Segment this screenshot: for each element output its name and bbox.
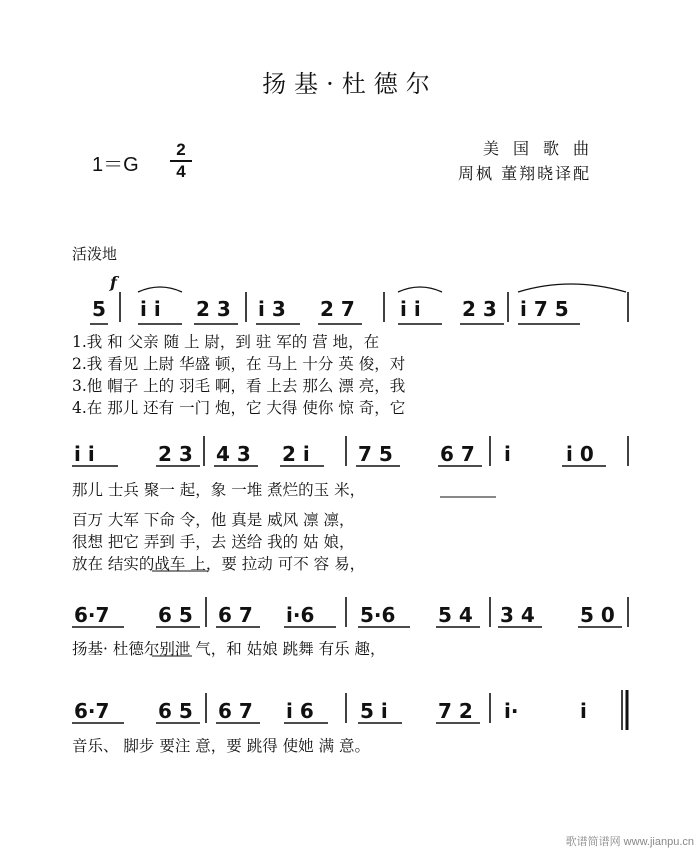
note-group: 2 7: [320, 297, 355, 321]
note-group: 6·7: [74, 603, 110, 627]
tempo-marking: 活泼地: [72, 245, 118, 263]
note-group: 2 3: [158, 442, 193, 466]
note-group: i i: [74, 442, 95, 466]
note-group: 6 7: [218, 603, 253, 627]
note-group: i 3: [258, 297, 286, 321]
slur: [398, 287, 442, 292]
lyric-line: 放在 结实的战车 上，要 拉动 可不 容 易，: [72, 555, 366, 573]
time-signature-denominator: 4: [170, 160, 192, 182]
note-group: i 7 5: [520, 297, 569, 321]
lyric-line: 扬基· 杜德尔别泄 气，和 姑娘 跳舞 有乐 趣，: [72, 640, 386, 658]
note-group: 4 3: [216, 442, 251, 466]
note-group: i i: [400, 297, 421, 321]
note-group: 5: [92, 297, 106, 321]
note-group: i: [504, 442, 511, 466]
note-group: 5·6: [360, 603, 396, 627]
watermark: 歌谱简谱网 www.jianpu.cn: [565, 836, 694, 848]
note-group: 5 4: [438, 603, 473, 627]
note-group: 2 3: [196, 297, 231, 321]
note-group: 6 7: [218, 699, 253, 723]
note-group: i·: [504, 699, 519, 723]
note-group: i 6: [286, 699, 314, 723]
note-group: 6·7: [74, 699, 110, 723]
note-group: 2 i: [282, 442, 310, 466]
lyric-line: 百万 大军 下命 令，他 真是 威风 凛 凛，: [72, 511, 355, 529]
slur: [518, 284, 626, 292]
time-signature-numerator: 2: [176, 140, 186, 159]
lyric-line: 音乐、 脚步 要注 意，要 跳得 使她 满 意。: [72, 737, 370, 755]
lyric-line: 2.我 看见 上尉 华盛 顿，在 马上 十分 英 俊，对: [72, 355, 406, 373]
song-title: 扬基·杜德尔: [262, 70, 438, 98]
arranger-credit: 周枫 董翔晓译配: [458, 164, 592, 183]
dynamic-marking: f: [110, 273, 117, 292]
key-signature: 1＝G: [92, 154, 139, 176]
note-group: 6 5: [158, 699, 193, 723]
note-group: 2 3: [462, 297, 497, 321]
note-group: i·6: [286, 603, 315, 627]
note-group: 6 7: [440, 442, 475, 466]
lyric-line: 4.在 那儿 还有 一门 炮，它 大得 使你 惊 奇，它: [72, 399, 406, 417]
note-group: 5 i: [360, 699, 388, 723]
song-origin: 美国歌曲: [483, 139, 604, 158]
lyric-line: 1.我 和 父亲 随 上 尉，到 驻 军的 营 地，在: [72, 333, 380, 351]
note-group: 5 0: [580, 603, 615, 627]
lyric-line: 3.他 帽子 上的 羽毛 啊，看 上去 那么 漂 亮，我: [72, 377, 406, 395]
lyric-line: 很想 把它 弄到 手，去 送给 我的 姑 娘，: [72, 533, 355, 551]
note-group: 3 4: [500, 603, 535, 627]
note-group: 7 5: [358, 442, 393, 466]
note-group: 6 5: [158, 603, 193, 627]
note-group: i i: [140, 297, 161, 321]
lyric-line: 那儿 士兵 聚一 起，象 一堆 煮烂的玉 米，: [72, 481, 366, 499]
note-group: i 0: [566, 442, 594, 466]
slur: [138, 287, 182, 292]
note-group: i: [580, 699, 587, 723]
note-group: 7 2: [438, 699, 473, 723]
